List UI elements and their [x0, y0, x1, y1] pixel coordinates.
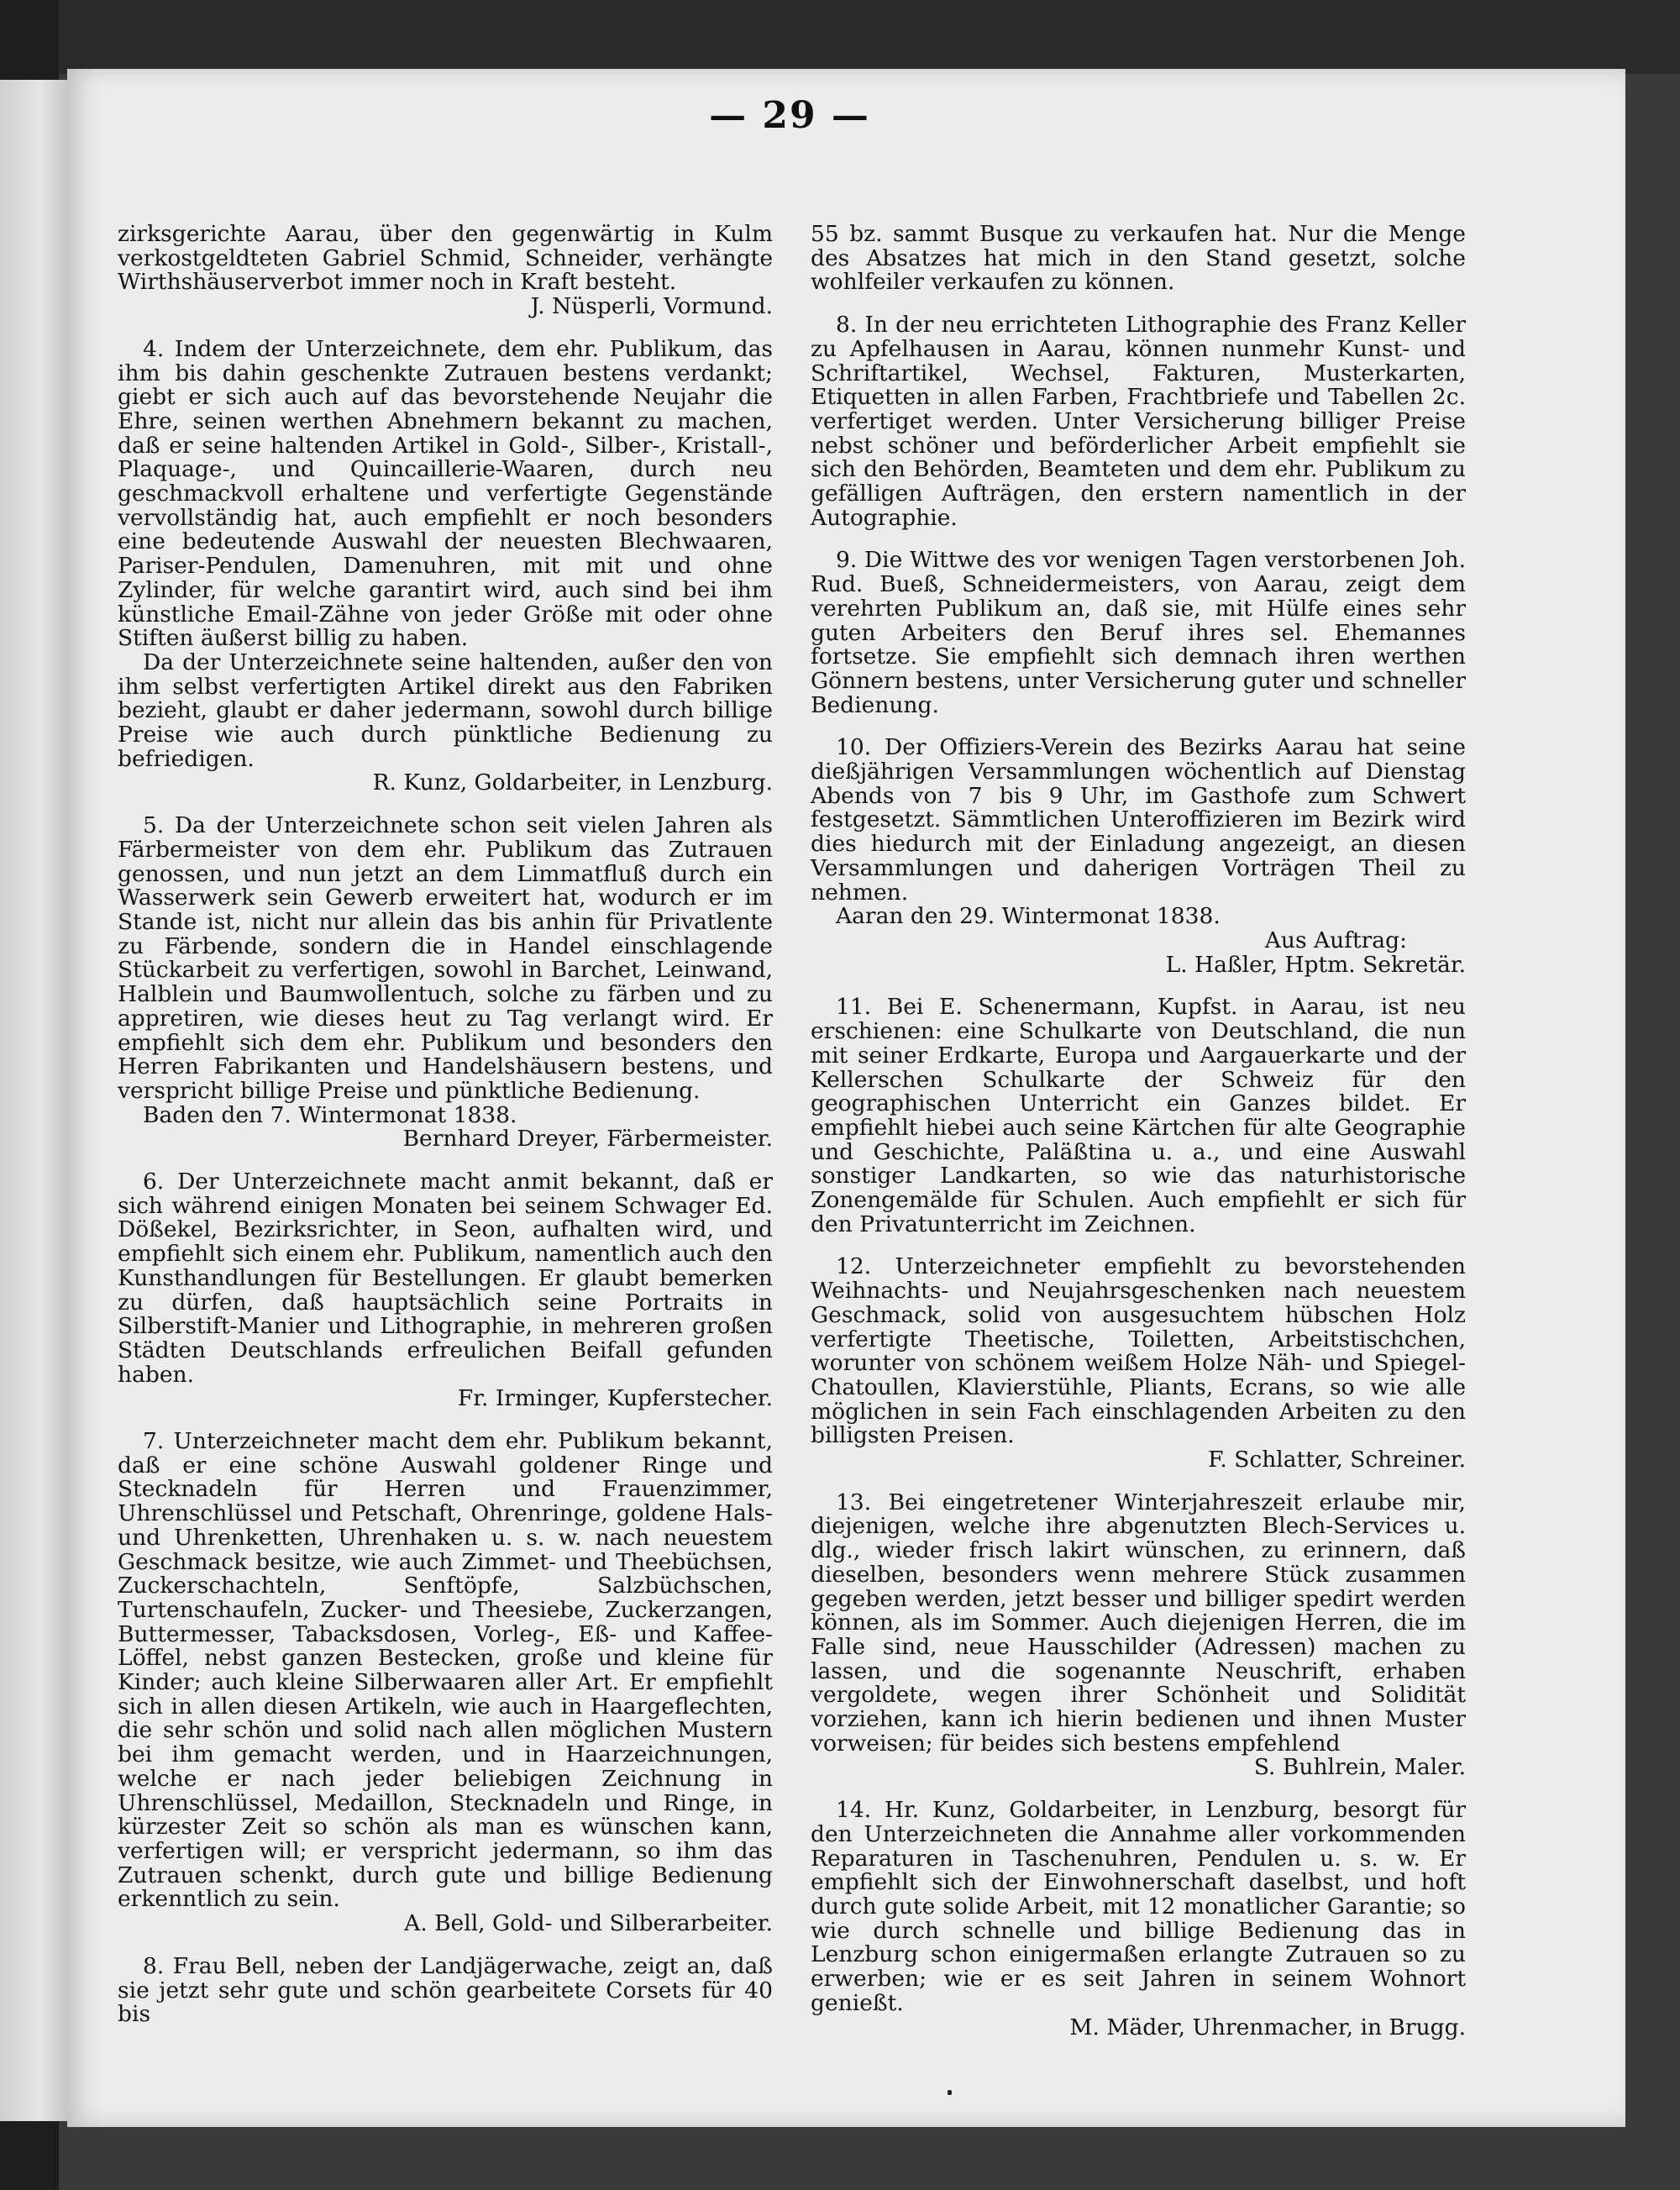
ad-5-place-date: Baden den 7. Wintermonat 1838.: [143, 1101, 517, 1128]
ad-11-text: 11. Bei E. Schenermann, Kupfst. in Aarau, ist neu erschienen: eine Schulkarte von Deutschland, die nun mit seiner Erdkarte, Europa und Aargauerkarte und der Kellerschen Schulkarte der Schweiz für den geographischen Unterricht ein Ganzes bildet. Er empfiehlt hiebei auch seine Kärtchen für alte Geographie und Geschichte, Paläßtina u. a., und eine Auswahl sonstiger Landkarten, so wie das naturhistorische Zonengemälde für Schulen. Auch empfiehlt er sich für den Privatunterricht im Zeichnen.: [811, 994, 1466, 1237]
ad-14-signature: M. Mäder, Uhrenmacher, in Brugg.: [1069, 2014, 1466, 2040]
ad-12-text: 12. Unterzeichneter empfiehlt zu bevorstehenden Weihnachts- und Neujahrsgeschenken nach neuestem Geschmack, solid von ausgesuchtem hübschen Holz verfertigte Theetische, Toiletten, Arbeitstischchen, worunter von schönem weißem Holze Näh- und Spiegel-Chatoullen, Klavierstühle, Pliants, Ecrans, so wie alle möglichen in sein Fach einschlagenden Arbeiten zu den billigsten Preisen.: [811, 1253, 1466, 1449]
print-speck: [948, 2090, 952, 2095]
ad-8-text-start: 8. Frau Bell, neben der Landjägerwache, zeigt an, daß sie jetzt sehr gute und schön gearbeitete Corsets für 40 bis: [118, 1952, 773, 2028]
scan-background-top: [0, 0, 1680, 74]
ad-8b-text: 8. In der neu errichteten Lithographie des Franz Keller zu Apfelhausen in Aarau, können nunmehr Kunst- und Schriftartikel, Wechsel, Fakturen, Musterkarten, Etiquetten in allen Farben, Frachtbriefe und Tabellen 2c. verfertiget werden. Unter Versicherung billiger Preise nebst schöner und beförderlicher Arbeit empfiehlt sie sich den Behörden, Beamteten und dem ehr. Publikum zu gefälligen Aufträgen, den erstern namentlich in der Autographie.: [811, 312, 1466, 531]
ad-5-signature: Bernhard Dreyer, Färbermeister.: [402, 1126, 773, 1153]
page-number: — 29 —: [709, 94, 870, 137]
ad-13-signature: S. Buhlrein, Maler.: [1253, 1754, 1466, 1781]
ad-8-continuation: 55 bz. sammt Busque zu verkaufen hat. Nur die Menge des Absatzes hat mich in den Stand gesetzt, solche wohlfeiler verkaufen zu können.: [811, 221, 1466, 296]
ad-6-text: 6. Der Unterzeichnete macht anmit bekannt, daß er sich während einigen Monaten bei seinem Schwager Ed. Dößekel, Bezirksrichter, in Seon, aufhalten wird, und empfiehlt sich einem ehr. Publikum, namentlich auch den Kunsthandlungen für Bestellungen. Er glaubt bemerken zu dürfen, daß hauptsächlich seine Portraits in Silberstift-Manier und Lithographie, in mehreren großen Städten Deutschlands erfreulichen Beifall gefunden haben.: [118, 1169, 773, 1388]
ad-7-text: 7. Unterzeichneter macht dem ehr. Publikum bekannt, daß er eine schöne Auswahl goldener Ringe und Stecknadeln für Herren und Frauenzimmer, Uhrenschlüssel und Petschaft, Ohrenringe, goldene Hals- und Uhrenketten, Uhrenhaken u. s. w. nach neuestem Geschmack besitze, wie auch Zimmet- und Theebüchsen, Zuckerschachteln, Senftöpfe, Salzbüchschen, Turtenschaufeln, Zucker- und Theesiebe, Zuckerzangen, Buttermesser, Tabacksdosen, Vorleg-, Eß- und Kaffee-Löffel, nebst ganzen Bestecken, große und kleine für Kinder; auch kleine Silberwaaren aller Art. Er empfiehlt sich in allen diesen Artikeln, wie auch in Haargeflechten, die sehr schön und solid nach allen möglichen Mustern bei ihm gemacht werden, und in Haarzeichnungen, welche er nach jeder beliebigen Zeichnung in Uhrenschlüssel, Medaillon, Stecknadeln und Ringe, in kürzester Zeit so schön als man es wünschen kann, verfertigen will; er verspricht jedermann, so ihm das Zutrauen schenkt, durch gute und billige Bedienung erkenntlich zu sein.: [118, 1428, 773, 1913]
ad-10-place-date: Aaran den 29. Wintermonat 1838.: [836, 903, 1221, 930]
ad-4-signature: R. Kunz, Goldarbeiter, in Lenzburg.: [372, 769, 773, 796]
right-column: [811, 223, 1466, 2040]
ad-14-text: 14. Hr. Kunz, Goldarbeiter, in Lenzburg, besorgt für den Unterzeichneten die Annahme aller vorkommenden Reparaturen in Taschenuhren, Pendulen u. s. w. Er empfiehlt sich der Einwohnerschaft daselbst, und hoft durch gute solide Arbeit, mit 12 monatlicher Garantie; so wie durch schnelle und billige Bedienung das in Lenzburg schon einigermaßen erlangte Zutrauen so zu erwerben; wie er es seit Jahren in seinem Wohnort genießt.: [811, 1797, 1466, 2016]
ad-7-signature: A. Bell, Gold- und Silberarbeiter.: [404, 1910, 773, 1937]
ad-10-signature: L. Haßler, Hptm. Sekretär.: [1165, 951, 1466, 978]
ad-12-signature: F. Schlatter, Schreiner.: [1208, 1447, 1466, 1473]
ad-9-text: 9. Die Wittwe des vor wenigen Tagen verstorbenen Joh. Rud. Bueß, Schneidermeisters, von Aarau, zeigt dem verehrten Publikum an, daß sie, mit Hülfe eines sehr guten Arbeiters den Beruf ihres sel. Ehemannes fortsetze. Sie empfiehlt sich demnach ihren werthen Gönnern bestens, unter Versicherung guter und schneller Bedienung.: [811, 547, 1466, 718]
ad-13-text: 13. Bei eingetretener Winterjahreszeit erlaube mir, diejenigen, welche ihre abgenutzten Blech-Services u. dlg., wieder frisch lakirt wünschen, zu erinnern, daß dieselben, besonders wenn mehrere Stück zusammen gegeben werden, jetzt besser und billiger spedirt werden können, als im Sommer. Auch diejenigen Herren, die im Falle sind, neue Hausschilder (Adressen) machen zu lassen, und die sogenannte Neuschrift, erhaben vergoldete, wegen ihrer Schönheit und Solidität vorziehen, kann ich hierin bedienen und ihnen Muster vorweisen; für beides sich bestens empfehlend: [811, 1489, 1466, 1757]
left-column: [118, 223, 773, 2027]
ad-5-text: 5. Da der Unterzeichnete schon seit vielen Jahren als Färbermeister von dem ehr. Publikum das Zutrauen genossen, und nun jetzt an dem Limmatfluß durch ein Wasserwerk sein Gewerb erweitert hat, wodurch er im Stande ist, nicht nur allein das bis anhin für Privatlente zu Färbende, sondern die in Handel einschlagende Stückarbeit zu verfertigen, sowohl in Barchet, Leinwand, Halblein und Baumwollentuch, solche zu färben und zu appretiren, wie dieses heut zu Tag verlangt wird. Er empfiehlt sich dem ehr. Publikum und besonders den Herren Fabrikanten und Handelshäusern bestens, und verspricht billige Preise und pünktliche Bedienung.: [118, 812, 773, 1104]
ad-3-continuation: zirksgerichte Aarau, über den gegenwärtig in Kulm verkostgeldteten Gabriel Schmid, Schneider, verhängte Wirthshäuserverbot immer noch in Kraft besteht.: [118, 221, 773, 296]
previous-page-edge: [0, 80, 74, 2121]
ad-4-text: 4. Indem der Unterzeichnete, dem ehr. Publikum, das ihm bis dahin geschenkte Zutrauen bestens verdankt; giebt er sich auch auf das bevorstehende Neujahr die Ehre, seinen werthen Abnehmern bekannt zu machen, daß er seine haltenden Artikel in Gold-, Silber-, Kristall-, Plaquage-, und Quincaillerie-Waaren, durch neu geschmackvoll erhaltene und verfertigte Gegenstände vervollständig hat, auch empfiehlt er noch besonders eine bedeutende Auswahl der neuesten Blechwaaren, Pariser-Pendulen, Damenuhren, mit mit und ohne Zylinder, für welche garantirt wird, auch sind bei ihm künstliche Email-Zähne von jeder Größe mit oder ohne Stiften äußerst billig zu haben.: [118, 335, 773, 652]
ad-10-text: 10. Der Offiziers-Verein des Bezirks Aarau hat seine dießjährigen Versammlungen wöchentlich auf Dienstag Abends von 7 bis 9 Uhr, im Gasthofe zum Schwert festgesetzt. Sämmtlichen Unteroffizieren im Bezirk wird dies hiedurch mit der Einladung angezeigt, an diesen Versammlungen und daherigen Vorträgen Theil zu nehmen.: [811, 734, 1466, 906]
ad-4-text-2: Da der Unterzeichnete seine haltenden, außer den von ihm selbst verfertigten Artikel direkt aus den Fabriken bezieht, glaubt er daher jedermann, sowohl durch billige Preise wie auch durch pünktliche Bedienung zu befriedigen.: [118, 649, 773, 772]
ad-6-signature: Fr. Irminger, Kupferstecher.: [457, 1385, 773, 1412]
ad-10-commission: Aus Auftrag:: [1264, 927, 1407, 953]
ad-3-signature: J. Nüsperli, Vormund.: [530, 293, 773, 320]
